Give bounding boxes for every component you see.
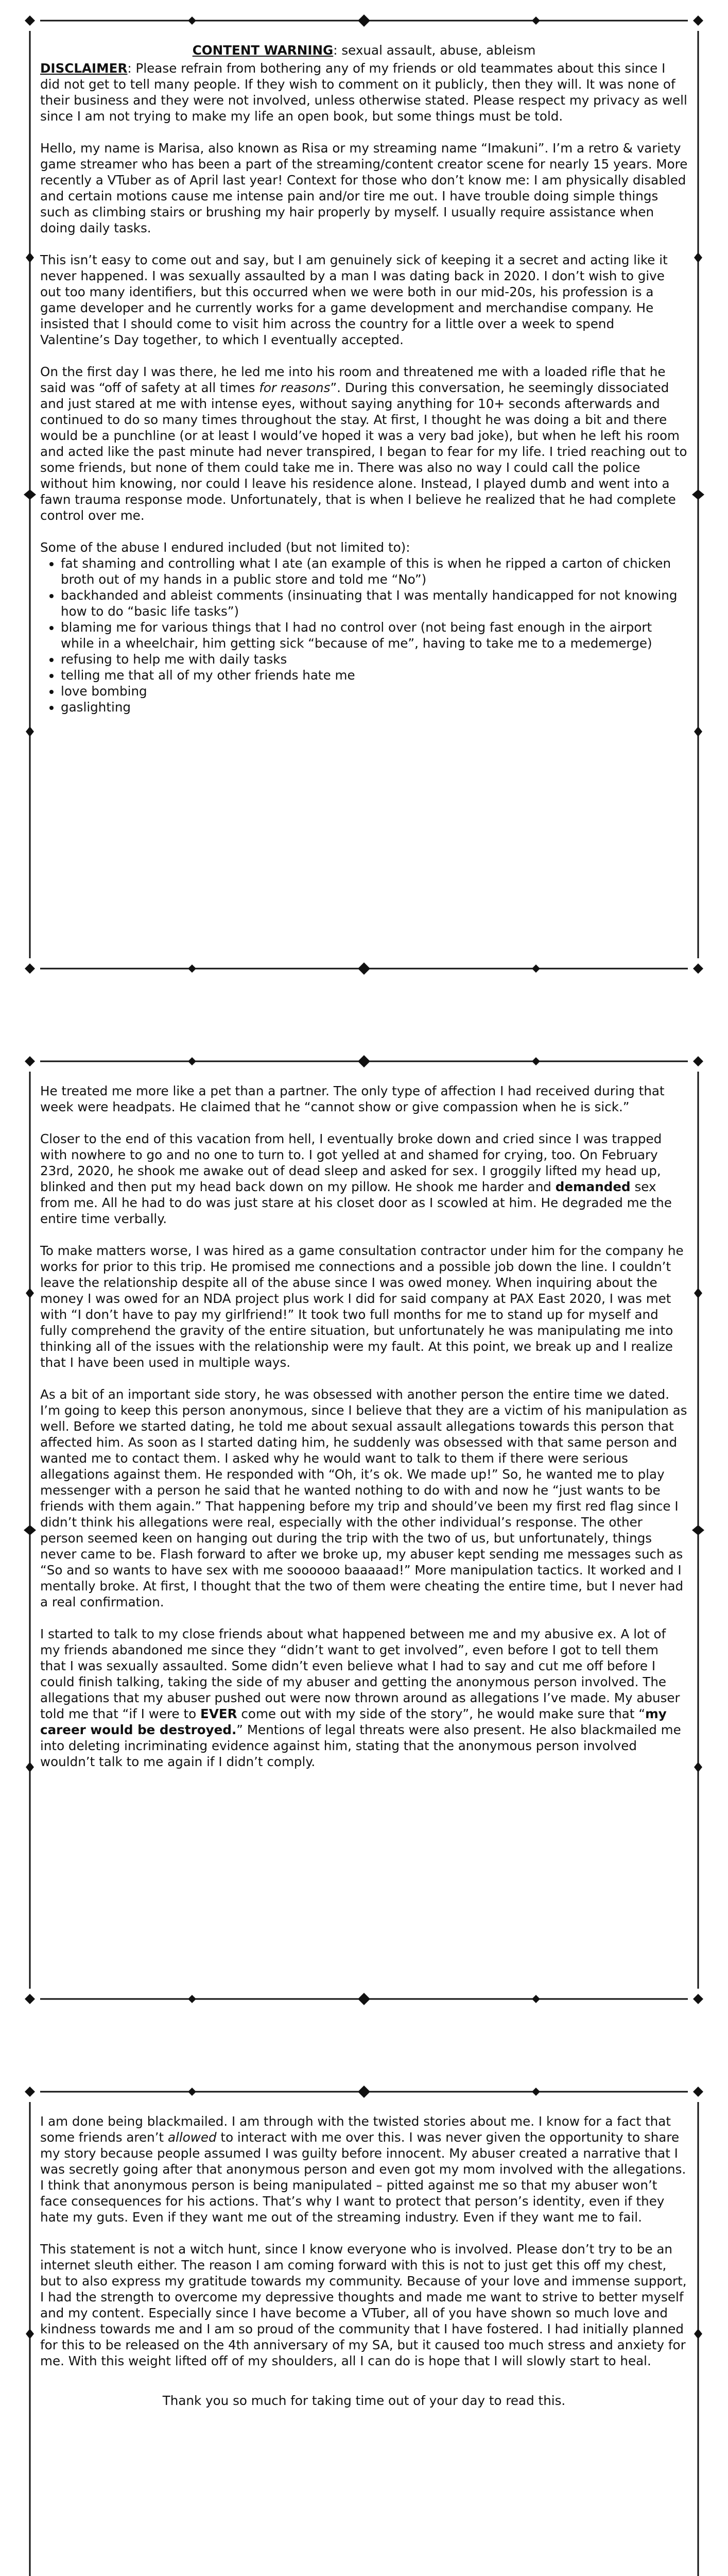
page-3-content: [40, 2113, 688, 2425]
intro-paragraph: Hello, my name is Marisa, also known as Risa or my streaming name “Imakuni”. I’m a retro & variety game streamer who has been a part of the streaming/content creator scene for nearly 15 years. More recently a VTuber as of April last year! Context for those who don’t know me: I am physically disabled and certain motions cause me intense pain and/or tire me out. I have trouble doing simple things such as climbing stairs or brushing my hair properly by myself. I usually require assistance when doing daily tasks.: [40, 141, 688, 235]
paragraph: This statement is not a witch hunt, since I know everyone who is involved. Please don’t try to be an internet sleuth either. The reason I am coming forward with this is not to just get this off my chest, but to also express my gratitude towards my community. Because of your love and immense support, I had the strength to overcome my depressive thoughts and made me want to strive to better myself and my content. Especially since I have become a VTuber, all of you have shown so much love and kindness towards me and I am so proud of the community that I have fostered. I had initially planned for this to be released on the 4th anniversary of my SA, but it caused too much stress and anxiety for me. With this weight lifted off of my shoulders, all I can do is hope that I will slowly start to heal.: [40, 2242, 687, 2368]
content-warning: CONTENT WARNING: sexual assault, abuse, ableism: [192, 43, 536, 58]
list-item: • backhanded and ableist comments (insinuating that I was mentally handicapped for not knowing how to do “basic life tasks”): [61, 587, 688, 619]
paragraph: I started to talk to my close friends about what happened between me and my abusive ex. A lot of my friends abandoned me since they “didn’t want to get involved”, even before I got to tell them that I was sexually assaulted. Some didn’t even believe what I had to say and cut me off before I could finish talking, taking the side of my abuser and getting the anonymous person involved. The allegations that my abuser pushed out were now thrown around as allegations I’ve made. My abuser told me that “if I were to EVER come out with my side of the story”, he would make sure that “my career would be destroyed.” Mentions of legal threats were also present. He also blackmailed me into deleting incriminating evidence against him, stating that the anonymous person involved wouldn’t talk to me again if I didn’t comply.: [40, 1626, 681, 1769]
page-1: [0, 10, 728, 979]
paragraph: To make matters worse, I was hired as a game consultation contractor under him for the company he works for prior to this trip. He promised me connections and a possible job down the line. I couldn’t leave the relationship despite all of the abuse since I was owed money. When inquiring about the money I was owed for an NDA project plus work I did for said company at PAX East 2020, I was met with “I don’t have to pay my girlfriend!” It took two full months for me to stand up for myself and fully comprehend the gravity of the entire situation, but unfortunately he was manipulating me into thinking all of the issues with the relationship were my fault. At this point, we break up and I realize that I have been used in multiple ways.: [40, 1243, 684, 1370]
paragraph: I am done being blackmailed. I am through with the twisted stories about me. I know for a fact that some friends aren’t allowed to interact with me over this. I was never given the opportunity to share my story because people assumed I was guilty before innocent. My abuser created a narrative that I was secretly going after that anonymous person and even got my mom involved with the allegations. I think that anonymous person is being manipulated – pitted against me so that my abuser won’t face consequences for his actions. That’s why I want to protect that person’s identity, even if they hate my guts. Even if they want me out of the streaming industry. Even if they want me to fail.: [40, 2114, 686, 2225]
list-intro: Some of the abuse I endured included (but not limited to):: [40, 540, 410, 555]
list-item: • gaslighting: [61, 699, 688, 715]
list-item: • fat shaming and controlling what I ate (an example of this is when he ripped a carton of chicken broth out of my hands in a public store and told me “No”): [61, 555, 688, 587]
list-item: • love bombing: [61, 683, 688, 699]
list-item: • blaming me for various things that I had no control over (not being fast enough in the airport while in a wheelchair, him getting sick “because of me”, having to take me to a medemerge): [61, 619, 688, 651]
paragraph: As a bit of an important side story, he was obsessed with another person the entire time we dated. I’m going to keep this person anonymous, since I believe that they are a victim of his manipulation as well. Before we started dating, he told me about sexual assault allegations towards this person that affected him. As soon as I started dating him, he suddenly was obsessed with that same person and wanted me to contact them. I asked why he would want to talk to them if there were serious allegations against them. He responded with “Oh, it’s ok. We made up!” So, he wanted me to play messenger with a person he said that he wanted nothing to do with and now he “just wants to be friends with them again.” That happening before my trip and should’ve been my first red flag since I didn’t think his allegations were real, especially with the other individual’s response. The other person seemed keen on hanging out during the trip with the two of us, but unfortunately, things never came to be. Flash forward to after we broke up, my abuser kept sending me messages such as “So and so wants to have sex with me soooooo baaaaad!” More manipulation tactics. It worked and I mentally broke. At first, I thought that the two of them were cheating the entire time, but I never had a real confirmation.: [40, 1387, 687, 1609]
paragraph: He treated me more like a pet than a partner. The only type of affection I had received during that week were headpats. He claimed that he “cannot show or give compassion when he is sick.”: [40, 1083, 665, 1114]
page-1-content: [40, 42, 688, 715]
page-2: [0, 1051, 728, 2009]
list-item: • telling me that all of my other friends hate me: [61, 667, 688, 683]
page-3: [0, 2081, 728, 2576]
thank-you-line: Thank you so much for taking time out of your day to read this.: [162, 2393, 566, 2408]
paragraph: On the first day I was there, he led me into his room and threatened me with a loaded rifle that he said was “off of safety at all times for reasons”. During this conversation, he seemingly dissociated and just stared at me with intense eyes, without saying anything for 10+ seconds afterwards and continued to do so many times throughout the stay. At first, I thought he was doing a bit and there would be a punchline (or at least I would’ve hoped it was a very bad joke), but when he left his room and acted like the past minute had never transpired, I began to fear for my life. I tried reaching out to some friends, but none of them could take me in. There was also no way I could call the police without him knowing, nor could I leave his residence alone. Instead, I played dumb and went into a fawn trauma response mode. Unfortunately, that is when I believe he realized that he had complete control over me.: [40, 364, 687, 523]
list-item: • refusing to help me with daily tasks: [61, 651, 688, 667]
disclaimer: DISCLAIMER: Please refrain from bothering any of my friends or old teammates about this since I did not get to tell many people. If they wish to comment on it publicly, then they will. It was none of their business and they were not involved, unless otherwise stated. Please respect my privacy as well since I am not trying to make my life an open book, but some things must be told.: [40, 61, 687, 124]
abuse-list: [40, 555, 688, 715]
paragraph: Closer to the end of this vacation from hell, I eventually broke down and cried since I was trapped with nowhere to go and no one to turn to. I got yelled at and shamed for crying, too. On February 23rd, 2020, he shook me awake out of dead sleep and asked for sex. I groggily lifted my head up, blinked and then put my head back down on my pillow. He shook me harder and demanded sex from me. All he had to do was just stare at his closet door as I scowled at him. He degraded me the entire time verbally.: [40, 1131, 672, 1226]
paragraph: This isn’t easy to come out and say, but I am genuinely sick of keeping it a secret and acting like it never happened. I was sexually assaulted by a man I was dating back in 2020. I don’t wish to give out too many identifiers, but this occurred when we were both in our mid-20s, his profession is a game developer and he currently works for a game development and merchandise company. He insisted that I should come to visit him across the country for a little over a week to spend Valentine’s Day together, to which I eventually accepted.: [40, 252, 668, 347]
page-2-content: [40, 1083, 688, 1786]
